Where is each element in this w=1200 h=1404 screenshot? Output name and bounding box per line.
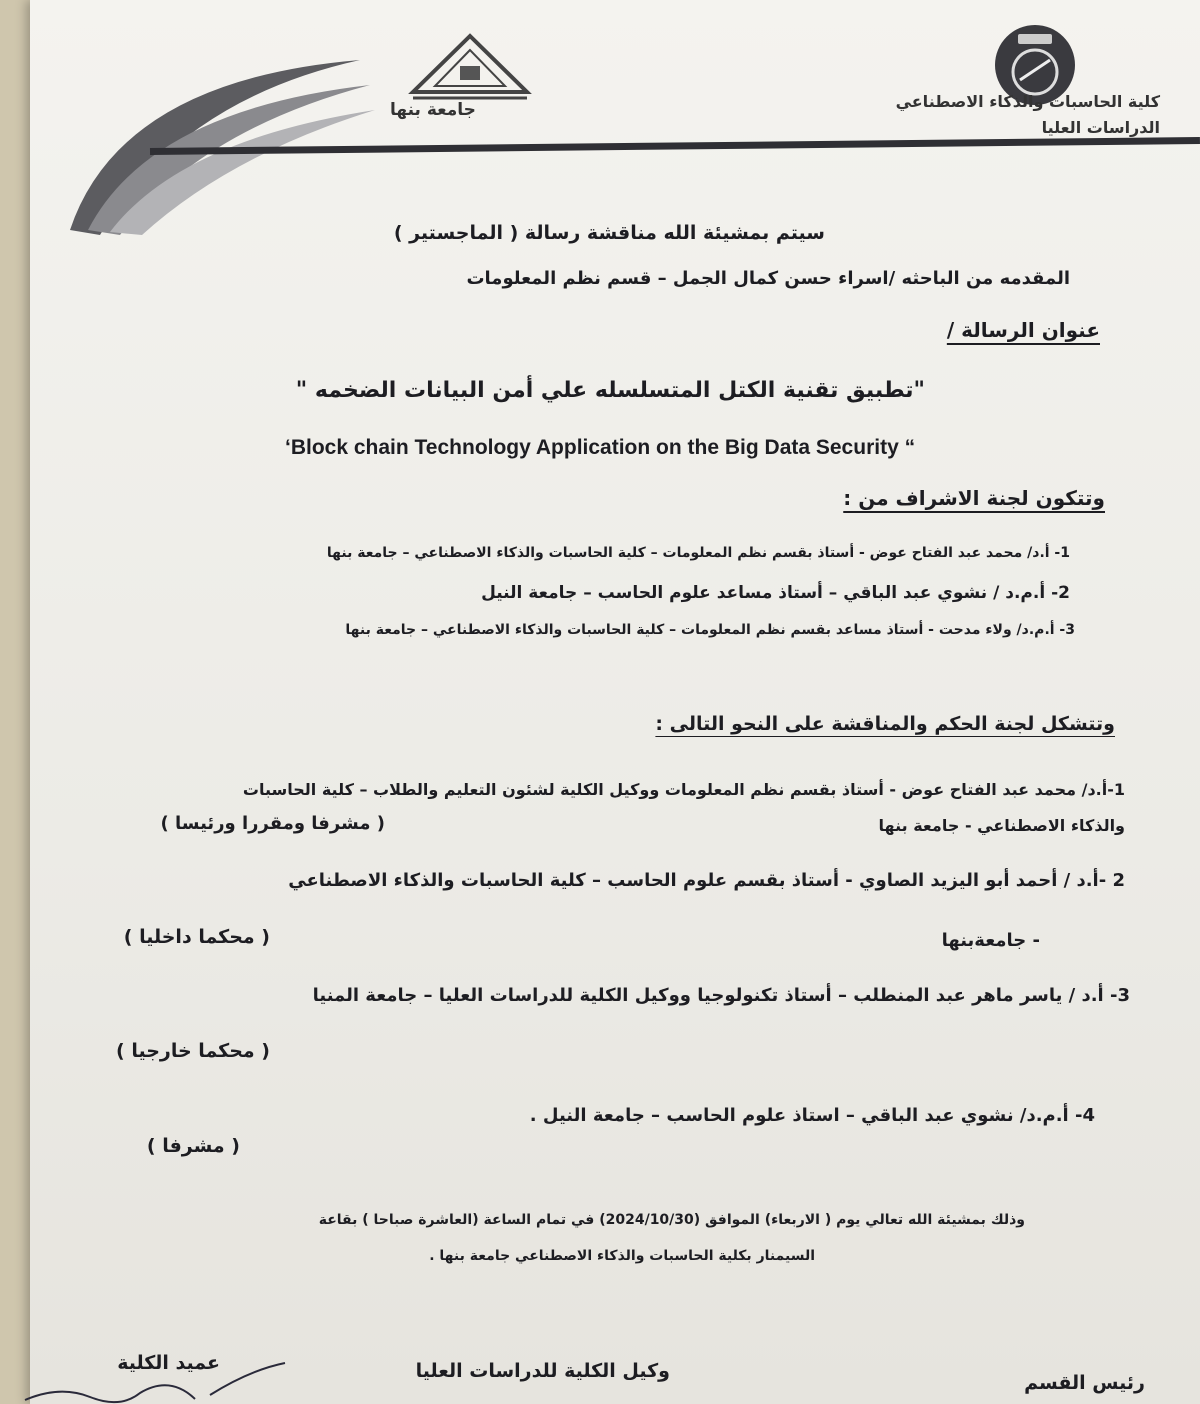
- decorative-swoosh-icon: [60, 40, 380, 240]
- department-name: الدراسات العليا: [1041, 118, 1160, 137]
- presenter-text: المقدمه من الباحثه /اسراء حسن كمال الجمل – قسم نظم المعلومات: [466, 268, 1070, 289]
- committee-member-1-line2: والذكاء الاصطناعي - جامعة بنها: [878, 816, 1125, 835]
- signature-vice-dean: وكيل الكلية للدراسات العليا: [415, 1360, 670, 1382]
- closing-line-2: السيمنار بكلية الحاسبات والذكاء الاصطناعي جامعة بنها .: [429, 1248, 815, 1264]
- intro-text: سيتم بمشيئة الله مناقشة رسالة ( الماجستير ): [393, 222, 825, 244]
- thesis-title-english: ‘Block chain Technology Application on the Big Data Security “: [285, 436, 916, 459]
- committee-member-4-line1: 4- أ.م.د/ نشوي عبد الباقي – استاذ علوم الحاسب – جامعة النيل .: [529, 1105, 1095, 1126]
- closing-line-1: وذلك بمشيئة الله تعالي يوم ( الاربعاء) الموافق (2024/10/30) في تمام الساعة (العاشرة صباحا ) بقاعة: [318, 1212, 1025, 1228]
- handwritten-signature-icon: [20, 1355, 300, 1404]
- supervisor-item-2: 2- أ.م.د / نشوي عبد الباقي – أستاذ مساعد علوم الحاسب – جامعة النيل: [481, 583, 1070, 603]
- committee-member-2-role: ( محكما داخليا ): [123, 926, 270, 948]
- supervision-heading: وتتكون لجنة الاشراف من :: [843, 486, 1105, 510]
- thesis-title-arabic: "تطبيق تقنية الكتل المتسلسله علي أمن البيانات الضخمه ": [295, 378, 925, 403]
- committee-member-2-line2: - جامعةبنها: [941, 930, 1040, 951]
- committee-member-2-line1: 2 -أ.د / أحمد أبو اليزيد الصاوي - أستاذ بقسم علوم الحاسب – كلية الحاسبات والذكاء الاصطناعي: [288, 870, 1125, 891]
- committee-member-1-line1: 1-أ.د/ محمد عبد الفتاح عوض - أستاذ بقسم نظم المعلومات ووكيل الكلية لشئون التعليم والطلاب – كلية الحاسبات: [242, 780, 1125, 799]
- supervisor-item-3: 3- أ.م.د/ ولاء مدحت - أستاذ مساعد بقسم نظم المعلومات – كلية الحاسبات والذكاء الاصطناعي – جامعة بنها: [345, 622, 1075, 638]
- title-heading: عنوان الرسالة /: [946, 318, 1100, 342]
- committee-member-4-role: ( مشرفا ): [146, 1135, 240, 1157]
- committee-heading: وتتشكل لجنة الحكم والمناقشة على النحو التالى :: [655, 713, 1115, 735]
- benha-university-logo-icon: [405, 32, 535, 107]
- supervisor-item-1: 1- أ.د/ محمد عبد الفتاح عوض - أستاذ بقسم نظم المعلومات – كلية الحاسبات والذكاء الاصطناعي – جامعة بنها: [326, 545, 1070, 561]
- signature-head-of-department: رئيس القسم: [1024, 1372, 1145, 1394]
- faculty-name: كلية الحاسبات والذكاء الاصطناعي: [895, 92, 1160, 111]
- committee-member-3-line1: 3- أ.د / ياسر ماهر عبد المنطلب – أستاذ تكنولوجيا ووكيل الكلية للدراسات العليا – جامعة المنيا: [312, 985, 1130, 1006]
- committee-member-3-role: ( محكما خارجيا ): [116, 1040, 270, 1062]
- signature-dean: عميد الكلية: [117, 1352, 220, 1374]
- university-name: جامعة بنها: [390, 100, 476, 120]
- committee-member-1-role: ( مشرفا ومقررا ورئيسا ): [160, 813, 385, 834]
